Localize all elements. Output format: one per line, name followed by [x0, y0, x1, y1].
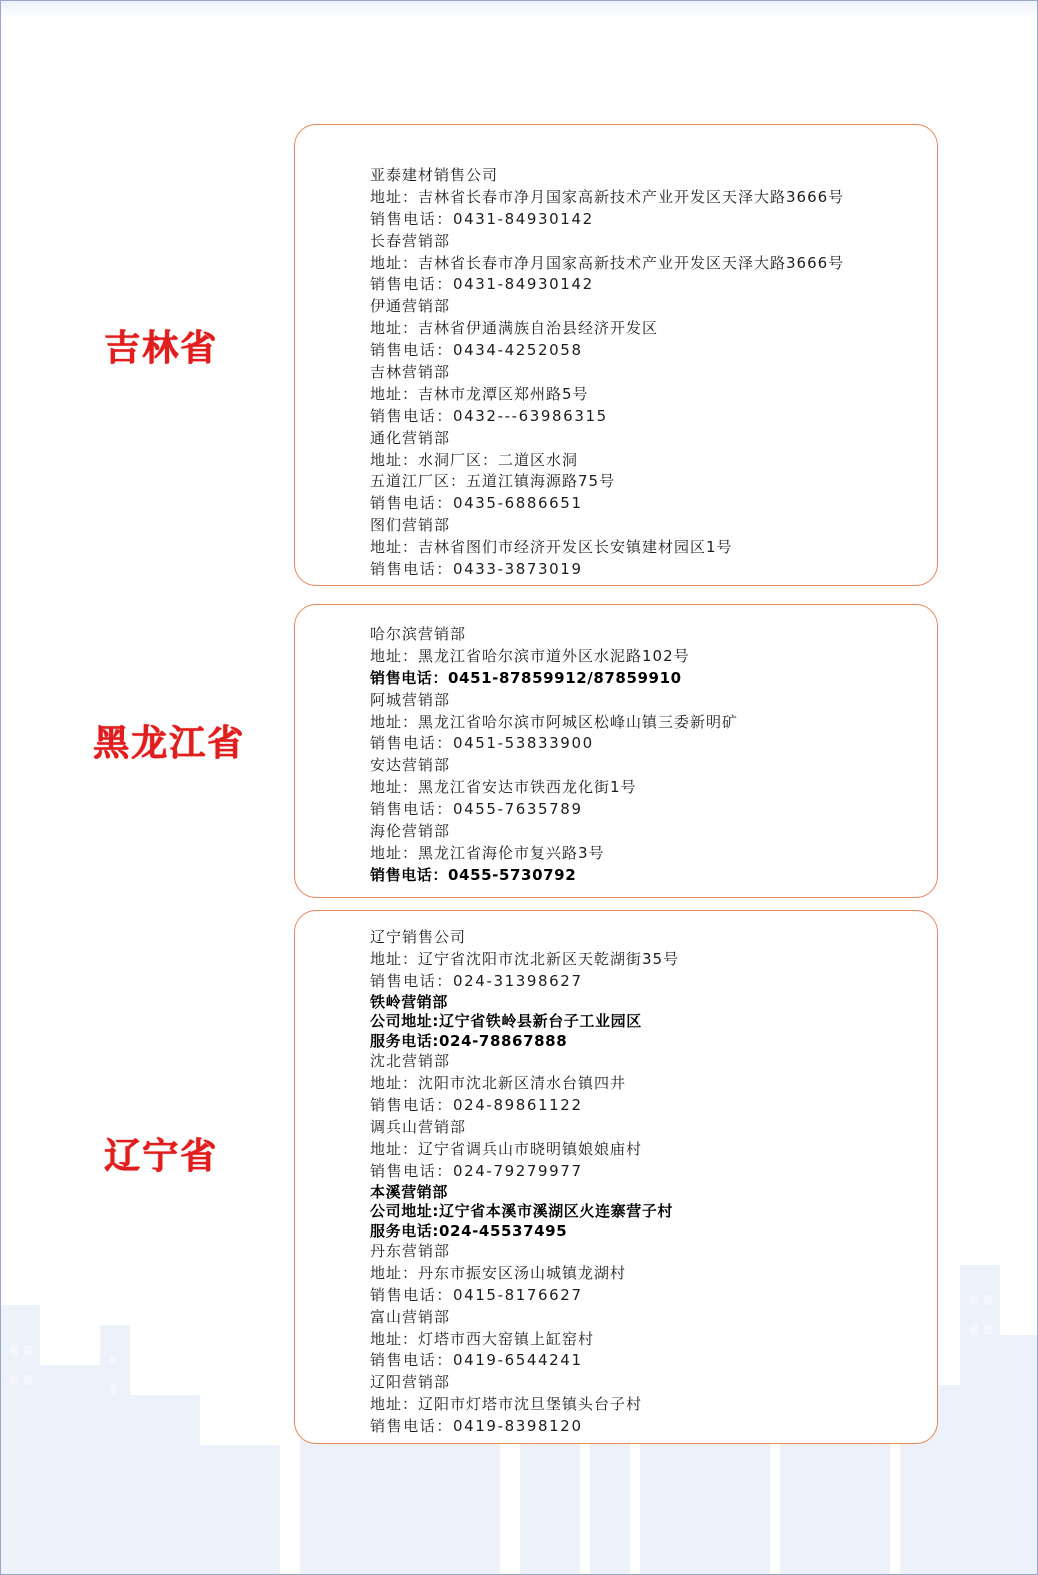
office-address: 地址：黑龙江省哈尔滨市道外区水泥路102号 — [370, 646, 690, 665]
office-address: 公司地址:辽宁省本溪市溪湖区火连寨营子村 — [370, 1202, 674, 1221]
office-address: 地址：吉林省长春市净月国家高新技术产业开发区天泽大路3666号 — [370, 187, 845, 206]
office-phone: 销售电话：0455-7635789 — [370, 800, 583, 819]
office-name: 本溪营销部 — [370, 1182, 449, 1201]
region-title-jilin: 吉林省 — [104, 328, 219, 369]
office-phone: 销售电话：0419-8398120 — [370, 1417, 583, 1436]
office-phone: 服务电话:024-78867888 — [370, 1031, 568, 1050]
office-phone: 销售电话：024-79279977 — [370, 1161, 583, 1180]
office-address: 地址：水洞厂区：二道区水洞 — [370, 450, 579, 469]
office-phone: 销售电话：024-89861122 — [370, 1095, 583, 1114]
office-name: 长春营销部 — [370, 231, 451, 250]
office-address: 地址：辽宁省调兵山市晓明镇娘娘庙村 — [370, 1139, 643, 1158]
office-name: 铁岭营销部 — [370, 992, 449, 1011]
office-address: 地址：吉林省图们市经济开发区长安镇建材园区1号 — [370, 538, 733, 557]
region-card-heilongjiang — [294, 604, 938, 898]
office-phone: 销售电话：0415-8176627 — [370, 1285, 583, 1304]
office-name: 图们营销部 — [370, 516, 451, 535]
office-phone: 销售电话：0432---63986315 — [370, 406, 608, 425]
office-address: 地址：吉林省长春市净月国家高新技术产业开发区天泽大路3666号 — [370, 253, 845, 272]
office-name: 哈尔滨营销部 — [370, 625, 467, 643]
office-phone: 销售电话：024-31398627 — [370, 971, 583, 990]
office-phone: 销售电话：0455-5730792 — [370, 865, 577, 884]
office-address: 地址：辽宁省沈阳市沈北新区天乾湖街35号 — [370, 949, 680, 968]
office-name: 通化营销部 — [370, 428, 451, 447]
office-phone: 销售电话：0451-87859912/87859910 — [370, 668, 682, 687]
office-name: 丹东营销部 — [370, 1242, 451, 1261]
office-phone: 销售电话：0435-6886651 — [370, 494, 583, 513]
office-address: 地址：丹东市振安区汤山城镇龙湖村 — [370, 1263, 627, 1282]
office-address: 地址：黑龙江省哈尔滨市阿城区松峰山镇三委新明矿 — [370, 712, 739, 731]
region-card-jilin — [294, 124, 938, 586]
office-address: 地址：黑龙江省安达市铁西龙化街1号 — [370, 778, 637, 797]
region-title-heilongjiang: 黑龙江省 — [93, 723, 246, 764]
office-phone: 销售电话：0451-53833900 — [370, 734, 594, 753]
office-address: 地址：辽阳市灯塔市沈旦堡镇头台子村 — [370, 1395, 643, 1414]
office-address: 地址：灯塔市西大窑镇上缸窑村 — [370, 1329, 595, 1348]
office-phone: 服务电话:024-45537495 — [370, 1221, 568, 1240]
region-title-liaoning: 辽宁省 — [104, 1136, 219, 1177]
region-card-liaoning — [294, 910, 938, 1444]
office-address: 地址：吉林市龙潭区郑州路5号 — [370, 384, 589, 403]
office-name: 吉林营销部 — [370, 363, 451, 382]
office-name: 辽阳营销部 — [370, 1373, 451, 1392]
office-name: 沈北营销部 — [370, 1052, 451, 1071]
office-address: 公司地址:辽宁省铁岭县新台子工业园区 — [370, 1012, 642, 1031]
office-name: 海伦营销部 — [370, 822, 451, 841]
office-phone: 销售电话：0431-84930142 — [370, 209, 594, 228]
office-phone: 销售电话：0419-6544241 — [370, 1351, 583, 1370]
office-address: 地址：沈阳市沈北新区清水台镇四井 — [370, 1074, 627, 1093]
office-name: 辽宁销售公司 — [370, 928, 467, 946]
office-name: 安达营销部 — [370, 756, 451, 775]
office-name: 阿城营销部 — [370, 690, 451, 709]
office-address: 地址：黑龙江省海伦市复兴路3号 — [370, 843, 605, 862]
top-band — [1, 1, 1037, 19]
office-address: 五道江厂区：五道江镇海源路75号 — [370, 472, 616, 491]
office-phone: 销售电话：0433-3873019 — [370, 560, 583, 579]
office-phone: 销售电话：0431-84930142 — [370, 275, 594, 294]
office-name: 伊通营销部 — [370, 297, 451, 316]
office-name: 富山营销部 — [370, 1307, 451, 1326]
office-name: 亚泰建材销售公司 — [370, 166, 499, 184]
office-phone: 销售电话：0434-4252058 — [370, 341, 583, 360]
office-name: 调兵山营销部 — [370, 1117, 467, 1136]
office-address: 地址：吉林省伊通满族自治县经济开发区 — [370, 319, 659, 338]
